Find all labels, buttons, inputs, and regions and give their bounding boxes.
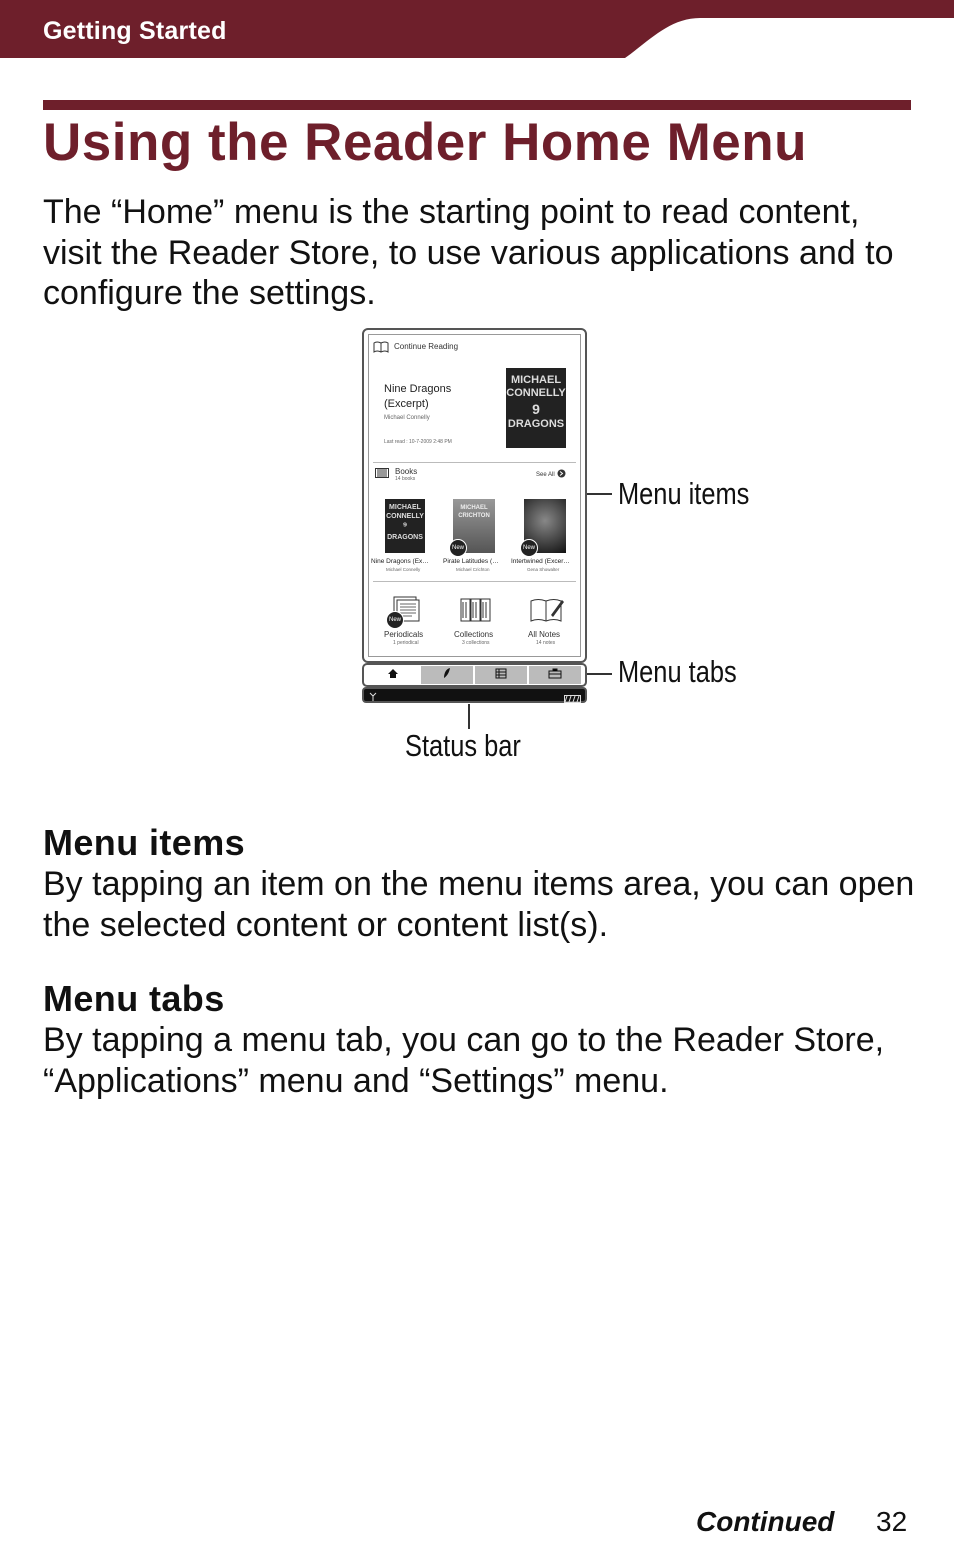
- home-icon: [387, 666, 399, 684]
- reader-store-icon: [442, 666, 452, 684]
- menu-items-body: By tapping an item on the menu items area, you can open the selected content or content list(s).: [43, 865, 915, 944]
- see-all-link[interactable]: See All: [536, 472, 555, 478]
- book-title-3[interactable]: Intertwined (Excer…: [511, 558, 570, 565]
- menu-tabs-callout-line: [587, 673, 612, 675]
- see-all-arrow-icon[interactable]: [557, 469, 566, 480]
- cover-number: 9: [532, 401, 540, 417]
- books-label[interactable]: Books: [395, 467, 418, 476]
- book-cover-1[interactable]: [385, 499, 425, 553]
- continued-label: Continued: [696, 1506, 835, 1537]
- cover-title: DRAGONS: [507, 418, 565, 430]
- page-title: Using the Reader Home Menu: [43, 113, 807, 172]
- menu-tabs-heading: Menu tabs: [43, 978, 225, 1019]
- reader-device-illustration: [362, 328, 587, 706]
- periodicals-label[interactable]: Periodicals: [384, 630, 424, 639]
- title-rule: [43, 100, 911, 110]
- status-bar: [362, 687, 587, 703]
- new-badge: New: [520, 539, 538, 557]
- menu-items-callout: Menu items: [618, 476, 750, 511]
- menu-items-area: [368, 334, 581, 657]
- settings-icon: [548, 666, 562, 684]
- section-tag: Getting Started: [43, 17, 227, 45]
- tab-applications[interactable]: [475, 666, 527, 684]
- tab-home[interactable]: [367, 666, 419, 684]
- continue-book-title[interactable]: Nine Dragons (Excerpt): [384, 383, 452, 410]
- collections-icon[interactable]: [459, 597, 493, 625]
- continue-reading-label[interactable]: Continue Reading: [394, 342, 459, 351]
- menu-items-heading: Menu items: [43, 822, 246, 863]
- all-notes-count: 14 notes: [536, 640, 556, 646]
- all-notes-icon[interactable]: [529, 597, 565, 625]
- new-badge: New: [386, 611, 404, 629]
- book-cover-1-top: MICHAEL CONNELLY: [386, 504, 424, 520]
- device-screen: [362, 328, 587, 663]
- continue-book-author: Michael Connelly: [384, 415, 430, 421]
- book-author-3: Gena Showalter: [527, 567, 560, 572]
- battery-icon: [564, 690, 582, 708]
- books-icon: [375, 468, 389, 480]
- divider: [373, 462, 576, 463]
- wireless-icon: [368, 689, 378, 707]
- collections-label[interactable]: Collections: [454, 630, 494, 639]
- applications-icon: [495, 666, 507, 684]
- book-cover-1-mark: ⁹: [402, 521, 408, 532]
- book-cover-2-top: MICHAEL CRICHTON: [458, 505, 490, 519]
- book-author-2: Michael Crichton: [456, 567, 490, 572]
- divider: [373, 581, 576, 582]
- book-cover-1-bottom: DRAGONS: [387, 534, 423, 541]
- cover-author-last: CONNELLY: [506, 387, 566, 399]
- status-bar-callout: Status bar: [405, 728, 521, 763]
- menu-tabs-bar: [362, 663, 587, 687]
- menu-tabs-body: By tapping a menu tab, you can go to the Reader Store, “Applications” menu and “Settings” menu.: [43, 1021, 885, 1100]
- intro-paragraph: The “Home” menu is the starting point to read content, visit the Reader Store, to use various applications and to configure the settings.: [43, 193, 894, 312]
- books-count: 14 books: [395, 476, 416, 482]
- book-title-2[interactable]: Pirate Latitudes (…: [443, 558, 499, 565]
- book-title-1[interactable]: Nine Dragons (Ex…: [371, 558, 429, 565]
- tab-reader-store[interactable]: [421, 666, 473, 684]
- continue-book-cover[interactable]: [506, 368, 566, 448]
- new-badge: New: [449, 539, 467, 557]
- page-number: 32: [876, 1506, 908, 1537]
- book-author-1: Michael Connelly: [386, 567, 421, 572]
- periodicals-count: 1 periodical: [393, 640, 419, 646]
- last-read-timestamp: Last read : 10-7-2009 2:48 PM: [384, 439, 452, 445]
- collections-count: 3 collections: [462, 640, 490, 646]
- menu-items-callout-line: [587, 493, 612, 495]
- all-notes-label[interactable]: All Notes: [528, 630, 561, 639]
- tab-settings[interactable]: [529, 666, 581, 684]
- menu-tabs-callout: Menu tabs: [618, 654, 737, 689]
- open-book-icon: [373, 341, 389, 355]
- cover-author-first: MICHAEL: [510, 374, 562, 386]
- status-bar-callout-line: [468, 704, 470, 729]
